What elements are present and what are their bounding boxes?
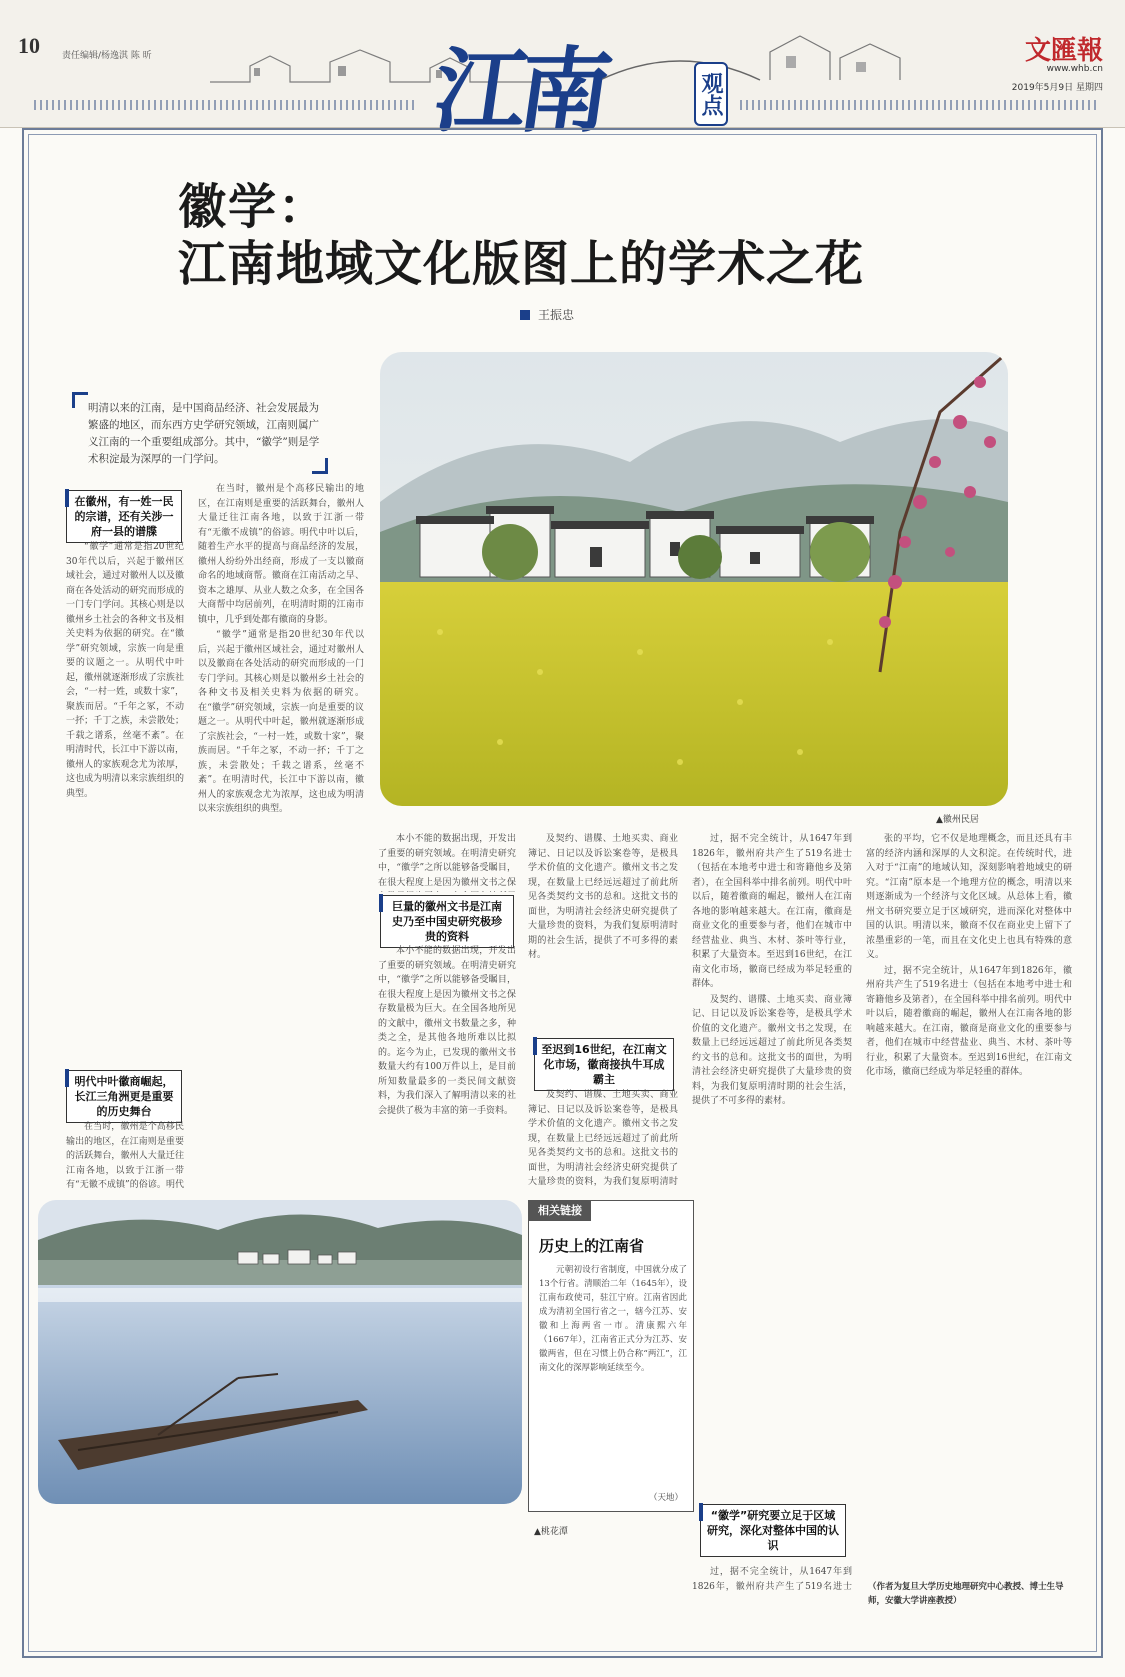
- body-column-4-text: 及契约、谱牒、土地买卖、商业簿记、日记以及诉讼案卷等，是极具学术价值的文化遗产。徽州文书之发现，在数量上已经远远超过了前此所见各类契约文书的总和。这批文书的面世，为明清社会经济史研究提供了大量珍贵的资料，为我们复原明清时期的社会生活，提供了不可多得的素材。: [528, 834, 678, 960]
- body-column-2-text: 在当时，徽州是个高移民输出的地区，在江南则是重要的活跃舞台，徽州人大量迁往江南各地，以致于江浙一带有“无徽不成镇”的俗谚。明代中叶以后，随着生产水平的提高与商品经济的发展，徽州人纷纷外出经商，形成了一支以徽商命名的地域商帮。徽商在江南活动之早、资本之雄厚、从业人数之众多，在全国各大商帮中均居前列，在明清时期的江南市镇中，几乎到处都有徽商的身影。: [198, 484, 364, 625]
- body-column-1b: [66, 1120, 184, 1190]
- body-column-5-text-b: 及契约、谱牒、土地买卖、商业簿记、日记以及诉讼案卷等，是极具学术价值的文化遗产。徽州文书之发现，在数量上已经远远超过了前此所见各类契约文书的总和。这批文书的面世，为明清社会经济史研究提供了大量珍贵的资料，为我们复原明清时期的社会生活，提供了不可多得的素材。: [692, 994, 852, 1106]
- related-link-tag: 相关链接: [529, 1201, 591, 1221]
- body-column-4b: [528, 1088, 678, 1190]
- body-column-6-text: 张的平均，它不仅是地理概念，而且还具有丰富的经济内涵和深厚的人文积淀。在传统时代，进入对于“江南”的地域认知，深刻影响着地域史的研究。“江南”原本是一个地理方位的概念，明清以来则逐渐成为一个经济与文化区域。从总体上看，徽州文书研究要立足于区域研究，进而深化对整体中国的认识。明清以来，徽商不仅在商业史上留下了浓墨重彩的一笔，而且在文化史上也具有特殊的意义。: [866, 834, 1072, 960]
- body-column-1b-text: 在当时，徽州是个高移民输出的地区，在江南则是重要的活跃舞台，徽州人大量迁往江南各地，以致于江浙一带有“无徽不成镇”的俗谚。明代: [66, 1122, 184, 1190]
- body-column-5: [692, 832, 852, 1446]
- village-rapeseed-photo: [380, 352, 1008, 806]
- bridge-skyline-illustration: [600, 22, 920, 92]
- page-number: 10: [18, 33, 40, 58]
- body-column-2-text-b: “徽学”通常是指20世纪30年代以后，兴起于徽州区域社会，通过对徽州人以及徽商在各处活动的研究而形成的一门专门学问。其核心则是以徽州乡土社会的各种文书及相关史料为依据的研究。在“徽学”研究领域，宗族一向是重要的议题之一。从明代中叶起，徽州就逐渐形成了宗族社会，“一村一姓，或数十家”，聚族而居。“千年之冢，不动一抔；千丁之族，未尝散处；千载之谱系，丝毫不紊”。在明清时代，长江中下游以南，徽州人的家族观念尤为浓厚，这也成为明清以来宗族组织的典型。: [198, 630, 364, 814]
- subhead-3: 明代中叶徽商崛起，长江三角洲更是重要的历史舞台: [66, 1070, 182, 1123]
- body-column-3-text: 本小不能的数据出现，开发出了重要的研究领域。在明清史研究中，“徽学”之所以能够备受瞩目，在很大程度上是因为徽州文书之保存数量极为巨大。在全国各地所见的文献中，徽州文书数量之多，种类之全，是其他各地所难以比拟的。迄今为止，已发现的徽州文书数量大约有100万件以上，是目前所知数量最多的一类民间文献资料，为我们深入了解明清以来的社会提供了极为丰富的第一手资料。: [378, 946, 516, 1116]
- abstract-bracket-bottom: [312, 458, 328, 474]
- body-column-2: [198, 482, 364, 1190]
- body-column-3a-text: 本小不能的数据出现，开发出了重要的研究领域。在明清史研究中，“徽学”之所以能够备受瞩目，在很大程度上是因为徽州文书之保: [378, 834, 516, 888]
- section-title: 江南: [427, 37, 611, 145]
- lake-illustration: [38, 1200, 522, 1504]
- subhead-1: 在徽州，有一姓一民的宗谱，还有关涉一府一县的谱牒: [66, 490, 182, 543]
- headline-line-1: 徽学：: [178, 179, 329, 235]
- subhead-5: “徽学”研究要立足于区域研究，深化对整体中国的认识: [700, 1504, 846, 1557]
- photo2-caption: ▲桃花潭: [534, 1527, 568, 1537]
- body-column-5-text: 过，据不完全统计，从1647年到1826年，徽州府共产生了519名进士（包括在本地考中进士和寄籍他乡及第者），在全国科举中排名前列。明代中叶以后，随着徽商的崛起，徽州人在江南各地的影响越来越大。在江南，徽商是商业文化的重要参与者，他们在城市中经营盐业、典当、木材、茶叶等行业，积累了大量资本。至迟到16世纪，在江南文化市场，徽商已经成为举足轻重的群体。: [692, 834, 852, 989]
- author-note: （作者为复旦大学历史地理研究中心教授、博士生导师，安徽大学讲座教授）: [868, 1582, 1064, 1606]
- body-column-1: [66, 540, 184, 1050]
- body-column-5b-text: 过，据不完全统计，从1647年到1826年，徽州府共产生了519名进士: [692, 1567, 852, 1592]
- masthead: [0, 0, 1125, 145]
- subhead-4: 至迟到16世纪，在江南文化市场，徽商接执牛耳成霸主: [534, 1038, 674, 1091]
- editors-line: 责任编辑/杨逸淇 陈 昕: [62, 51, 152, 61]
- photo1-caption: ▲徽州民居: [936, 815, 979, 825]
- section-badge: 观点: [694, 62, 728, 126]
- issue-date: 2019年5月9日 星期四: [1011, 83, 1103, 93]
- related-link-text: 元朝初设行省制度，中国就分成了13个行省。清顺治二年（1645年），设江南布政使司，驻江宁府。江南省因此成为清初全国行省之一，辖今江苏、安徽和上海两省一市。清康熙六年（1667年），江南省正式分为江苏、安徽两省，但在习惯上仍合称“两江”，江南文化的深厚影响延续至今。: [539, 1265, 687, 1373]
- body-column-1-text: “徽学”通常是指20世纪30年代以后，兴起于徽州区域社会，通过对徽州人以及徽商在各处活动的研究而形成的一门专门学问。其核心则是以徽州乡土社会的各种文书及相关史料为依据的研究。在“徽学”研究领域，宗族一向是重要的议题之一。从明代中叶起，徽州就逐渐形成了宗族社会，“一村一姓，或数十家”，聚族而居。“千年之冢，不动一抔；千丁之族，未尝散处；千载之谱系，丝毫不紊”。在明清时代，长江中下游以南，徽州人的家族观念尤为浓厚，这也成为明清以来宗族组织的典型。: [66, 542, 184, 799]
- website: www.whb.cn: [1046, 64, 1103, 74]
- body-column-3a: [378, 832, 516, 892]
- village-illustration: [380, 352, 1008, 806]
- masthead-ornament-left: [34, 100, 414, 110]
- related-link-box: [528, 1200, 694, 1512]
- masthead-ornament-right: [740, 100, 1100, 110]
- body-column-4: [528, 832, 678, 1032]
- body-column-5b: [692, 1565, 852, 1595]
- subhead-2: 巨量的徽州文书是江南史乃至中国史研究极珍贵的资料: [380, 895, 514, 948]
- body-column-6: [866, 832, 1072, 1572]
- related-link-body: [539, 1263, 687, 1375]
- author-byline: [520, 306, 574, 323]
- lake-boat-photo: [38, 1200, 522, 1504]
- article-abstract: 明清以来的江南，是中国商品经济、社会发展最为繁盛的地区，而东西方史学研究领域，江南则属广义江南的一个重要组成部分。其中，“徽学”则是学术积淀最为深厚的一门学问。: [88, 402, 320, 465]
- body-column-6-text-b: 过，据不完全统计，从1647年到1826年，徽州府共产生了519名进士（包括在本地考中进士和寄籍他乡及第者），在全国科举中排名前列。明代中叶以后，随着徽商的崛起，徽州人在江南各地的影响越来越大。在江南，徽商是商业文化的重要参与者，他们在城市中经营盐业、典当、木材、茶叶等行业，积累了大量资本。至迟到16世纪，在江南文化市场，徽商已经成为举足轻重的群体。: [866, 965, 1072, 1077]
- body-column-4b-text: 及契约、谱牒、土地买卖、商业簿记、日记以及诉讼案卷等，是极具学术价值的文化遗产。徽州文书之发现，在数量上已经远远超过了前此所见各类契约文书的总和。这批文书的面世，为明清社会经济史研究提供了大量珍贵的资料，为我们复原明清时: [528, 1090, 678, 1187]
- author-name: 王振忠: [538, 308, 575, 322]
- related-link-title: 历史上的江南省: [539, 1237, 645, 1255]
- paper-logo: 文匯報: [1024, 36, 1103, 66]
- headline-line-2: 江南地域文化版图上的学术之花: [178, 236, 865, 292]
- related-link-signature: （天地）: [648, 1493, 683, 1503]
- byline-square-icon: [520, 310, 530, 320]
- body-column-3: [378, 944, 516, 1190]
